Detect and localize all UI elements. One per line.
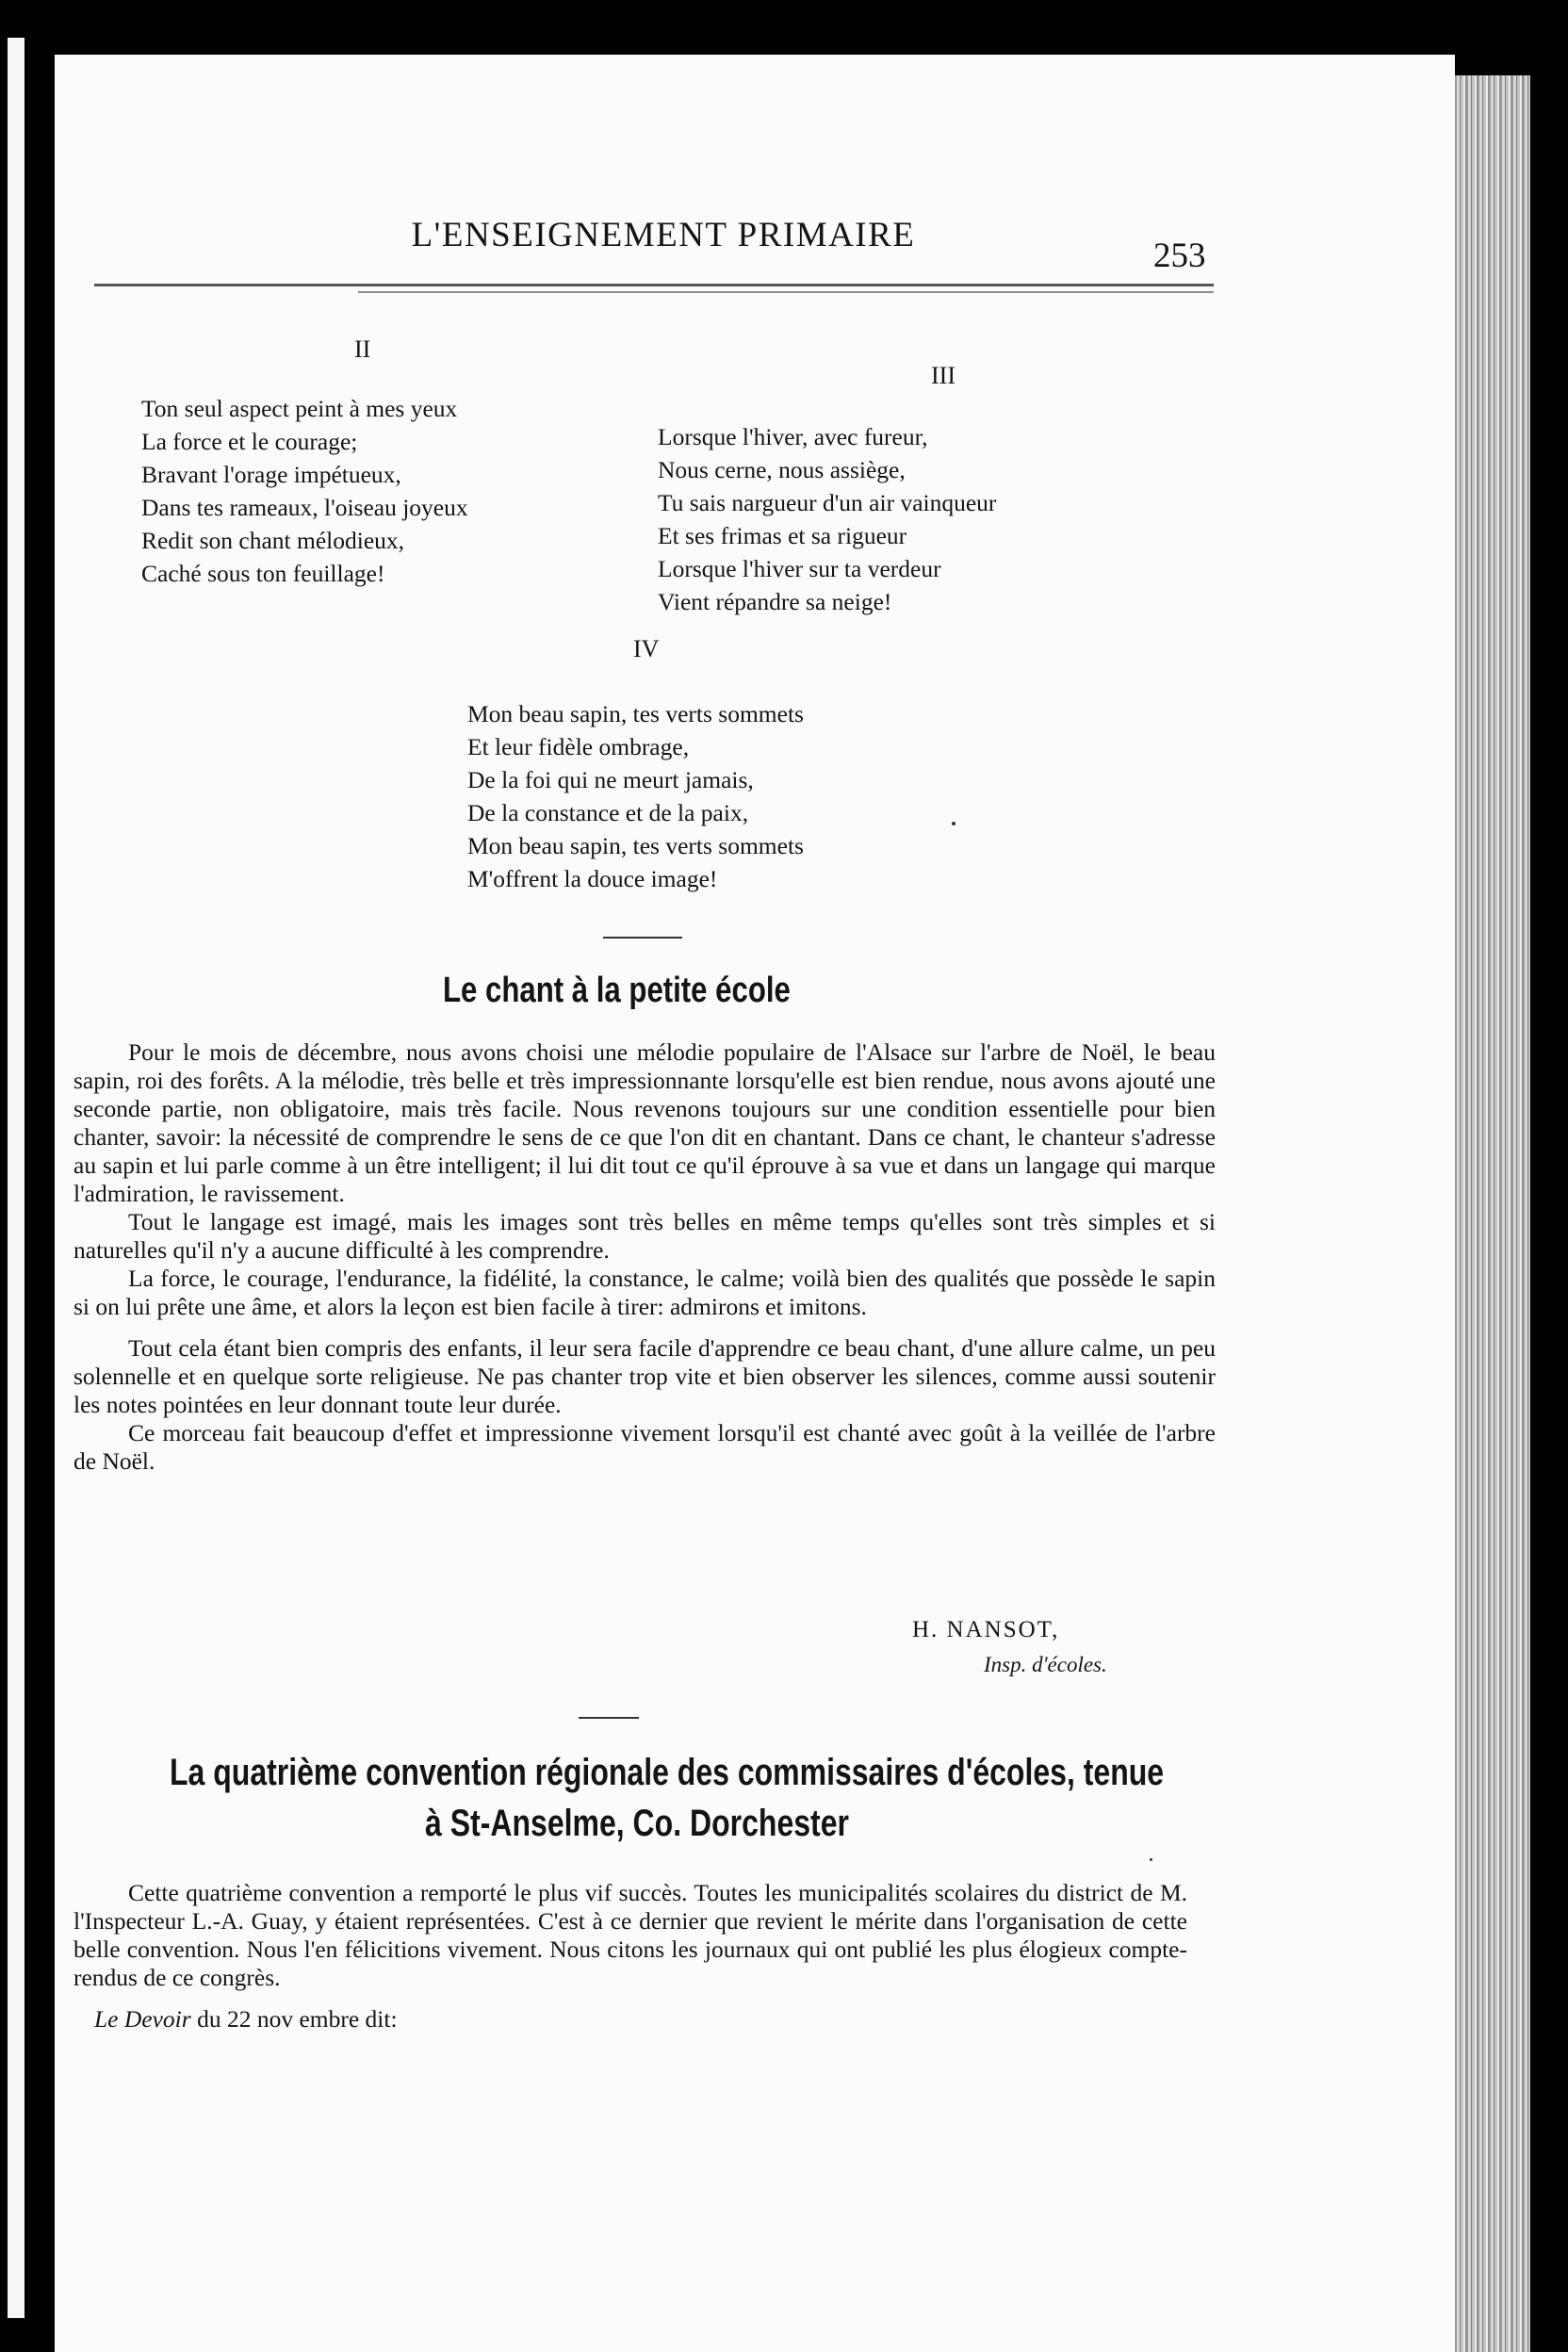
stanza-iii (658, 420, 996, 618)
paragraph: Pour le mois de décembre, nous avons choisi une mélodie populaire de l'Alsace sur l'arbre de Noël, le beau sapin, roi des forêts. A la mélodie, très belle et très impressionnante lorsqu'elle est bien rendue, nous avons ajouté une seconde partie, non obligatoire, mais très facile. Nous revenons toujours sur une condition essentielle pour bien chanter, savoir: la nécessité de comprendre le sens de ce que l'on dit en chantant. Dans ce chant, le chanteur s'adresse au sapin et lui parle comme à un être intelligent; il lui dit tout ce qu'il éprouve à sa vue et dans un langage qui marque l'admiration, le ravissement. (74, 1038, 1216, 1207)
verse-line: Nous cerne, nous assiège, (658, 456, 906, 483)
convention-article-title (53, 1747, 1221, 1849)
stanza-iv (467, 697, 804, 895)
paragraph: Ce morceau fait beaucoup d'effet et impressionne vivement lorsqu'il est chanté avec goût à la veillée de l'arbre de Noël. (74, 1419, 1216, 1475)
verse-line: La force et le courage; (141, 428, 358, 455)
newspaper-name: Le Devoir (94, 2005, 191, 2033)
print-speck (1150, 1858, 1152, 1861)
convention-article-body (74, 1879, 1187, 1992)
verse-line: Mon beau sapin, tes verts sommets (467, 832, 804, 859)
header-rule-secondary (358, 291, 1214, 293)
verse-line: Et leur fidèle ombrage, (467, 733, 690, 760)
signature-name: H. NANSOT, (912, 1617, 1060, 1642)
section-divider (579, 1717, 639, 1719)
verse-line: Bravant l'orage impétueux, (141, 461, 401, 488)
stanza-ii (141, 392, 468, 590)
page-number: 253 (1153, 237, 1206, 275)
verse-line: Mon beau sapin, tes verts sommets (467, 700, 804, 727)
verse-line: Redit son chant mélodieux, (141, 527, 405, 554)
chant-article-body (74, 1038, 1216, 1476)
convention-title-line: La quatrième convention régionale des commissaires d'écoles, tenue (170, 1752, 1165, 1793)
paragraph: Cette quatrième convention a remporté le plus vif succès. Toutes les municipalités scolaires du district de M. l'Inspecteur L.-A. Guay, y étaient représentées. C'est à ce dernier que revient le mérite dans l'organisation de cette belle convention. Nous l'en félicitions vivement. Nous citons les journaux qui ont publié les plus élogieux compte-rendus de ce congrès. (74, 1879, 1187, 1991)
verse-line: Caché sous ton feuillage! (141, 560, 385, 587)
signature-role: Insp. d'écoles. (984, 1653, 1107, 1676)
chant-article-title: Le chant à la petite école (443, 971, 791, 1010)
running-head: L'ENSEIGNEMENT PRIMAIRE (411, 216, 916, 254)
devoir-quote-rest: du 22 nov embre dit: (190, 2005, 398, 2033)
stanza-numeral-ii: II (354, 335, 371, 363)
paragraph: La force, le courage, l'endurance, la fidélité, la constance, le calme; voilà bien des qualités que possède le sapin si on lui prête une âme, et alors la leçon est bien facile à tirer: admirons et imitons. (74, 1265, 1216, 1320)
header-rule (94, 284, 1214, 286)
verse-line: Ton seul aspect peint à mes yeux (141, 395, 458, 422)
verse-line: Tu sais nargueur d'un air vainqueur (658, 489, 997, 516)
stanza-numeral-iii: III (931, 362, 956, 389)
left-page-edge (0, 0, 57, 2352)
signature (912, 1617, 1107, 1676)
verse-line: Dans tes rameaux, l'oiseau joyeux (141, 494, 468, 521)
verse-line: Lorsque l'hiver, avec fureur, (658, 423, 928, 450)
verse-line: Lorsque l'hiver sur ta verdeur (658, 555, 941, 582)
verse-line: M'offrent la douce image! (467, 865, 718, 892)
section-divider (603, 937, 682, 939)
print-speck (952, 822, 956, 825)
verse-line: De la constance et de la paix, (467, 799, 749, 826)
paragraph: Tout cela étant bien compris des enfants, il leur sera facile d'apprendre ce beau chant, d'une allure calme, un peu solennelle et en quelque sorte religieuse. Ne pas chanter trop vite et bien observer les silences, comme aussi soutenir les notes pointées en leur donnant toute leur durée. (74, 1334, 1216, 1418)
verse-line: Vient répandre sa neige! (658, 588, 892, 615)
verse-line: Et ses frimas et sa rigueur (658, 522, 907, 549)
convention-title-line: à St-Anselme, Co. Dorchester (425, 1803, 849, 1844)
paragraph: Tout le langage est imagé, mais les images sont très belles en même temps qu'elles sont très simples et si naturelles qu'il n'y a aucune difficulté à les comprendre. (74, 1208, 1216, 1264)
stanza-numeral-iv: IV (633, 635, 660, 662)
verse-line: De la foi qui ne meurt jamais, (467, 766, 754, 793)
devoir-quote-intro (94, 2005, 398, 2034)
